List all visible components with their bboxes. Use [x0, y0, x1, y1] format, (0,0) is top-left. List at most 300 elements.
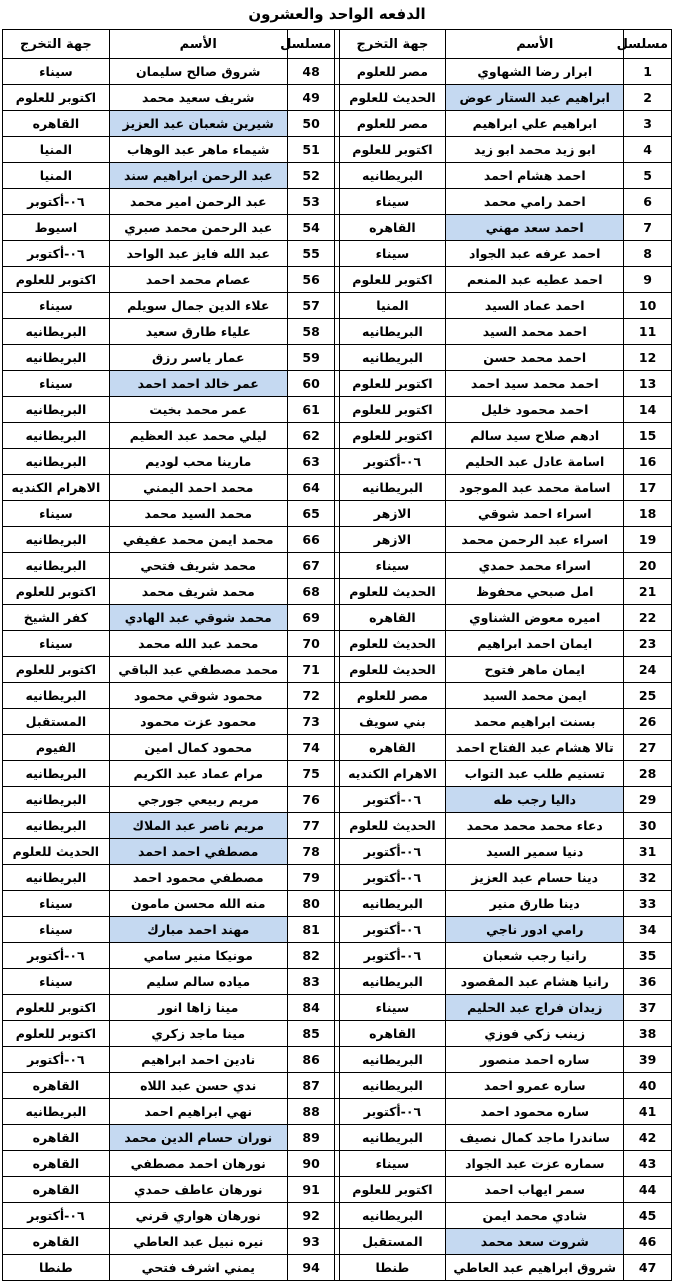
serial-cell: 38	[624, 1021, 672, 1047]
serial-cell: 27	[624, 735, 672, 761]
name-cell: دعاء محمد محمد محمد	[446, 813, 624, 839]
grad-cell: طنطا	[339, 1255, 446, 1281]
name-cell: شروت سعد محمد	[446, 1229, 624, 1255]
grad-cell: اكتوبر للعلوم	[3, 1021, 110, 1047]
grad-cell: سيناء	[3, 631, 110, 657]
grad-cell: اكتوبر للعلوم	[3, 995, 110, 1021]
column-divider	[335, 111, 339, 137]
table-row	[3, 189, 672, 215]
serial-cell: 58	[287, 319, 335, 345]
grad-cell: اكتوبر للعلوم	[3, 579, 110, 605]
column-divider	[335, 1151, 339, 1177]
serial-cell: 56	[287, 267, 335, 293]
grad-cell: الفيوم	[3, 735, 110, 761]
serial-cell: 6	[624, 189, 672, 215]
name-cell: ايمان ماهر فتوح	[446, 657, 624, 683]
table-row	[3, 761, 672, 787]
name-cell: محمد شريف فتحي	[109, 553, 287, 579]
serial-cell: 34	[624, 917, 672, 943]
header-serial: مسلسل	[287, 30, 335, 59]
graduates-table	[2, 29, 672, 1281]
grad-cell: القاهره	[339, 1021, 446, 1047]
grad-cell: سيناء	[3, 891, 110, 917]
grad-cell: ٠٦-أكتوبر	[3, 189, 110, 215]
name-cell: احمد رامي محمد	[446, 189, 624, 215]
serial-cell: 39	[624, 1047, 672, 1073]
name-cell: شيماء ماهر عبد الوهاب	[109, 137, 287, 163]
grad-cell: سيناء	[339, 995, 446, 1021]
table-row	[3, 605, 672, 631]
table-row	[3, 1125, 672, 1151]
name-cell: مصطفي احمد احمد	[109, 839, 287, 865]
serial-cell: 11	[624, 319, 672, 345]
header-grad: جهة التخرج	[3, 30, 110, 59]
serial-cell: 50	[287, 111, 335, 137]
column-divider	[335, 85, 339, 111]
serial-cell: 88	[287, 1099, 335, 1125]
table-row	[3, 917, 672, 943]
column-divider	[335, 943, 339, 969]
serial-cell: 90	[287, 1151, 335, 1177]
table-row	[3, 215, 672, 241]
column-divider	[335, 839, 339, 865]
serial-cell: 21	[624, 579, 672, 605]
grad-cell: اكتوبر للعلوم	[3, 657, 110, 683]
grad-cell: القاهره	[3, 1073, 110, 1099]
column-divider	[335, 163, 339, 189]
name-cell: احمد عطيه عبد المنعم	[446, 267, 624, 293]
grad-cell: البريطانيه	[3, 865, 110, 891]
name-cell: ليلي محمد عبد العظيم	[109, 423, 287, 449]
column-divider	[335, 527, 339, 553]
serial-cell: 20	[624, 553, 672, 579]
name-cell: مصطفي محمود احمد	[109, 865, 287, 891]
serial-cell: 36	[624, 969, 672, 995]
column-divider	[335, 215, 339, 241]
name-cell: محمد مصطفي عبد الباقي	[109, 657, 287, 683]
grad-cell: مصر للعلوم	[339, 111, 446, 137]
name-cell: نوران حسام الدين محمد	[109, 1125, 287, 1151]
serial-cell: 4	[624, 137, 672, 163]
name-cell: ندي حسن عبد اللاه	[109, 1073, 287, 1099]
table-row	[3, 527, 672, 553]
name-cell: ابراهيم علي ابراهيم	[446, 111, 624, 137]
header-name: الأسم	[446, 30, 624, 59]
table-row	[3, 319, 672, 345]
name-cell: محمد شريف محمد	[109, 579, 287, 605]
grad-cell: البريطانيه	[339, 319, 446, 345]
grad-cell: ٠٦-أكتوبر	[339, 865, 446, 891]
name-cell: شروق صالح سليمان	[109, 59, 287, 85]
serial-cell: 84	[287, 995, 335, 1021]
serial-cell: 71	[287, 657, 335, 683]
serial-cell: 74	[287, 735, 335, 761]
name-cell: ادهم صلاح سيد سالم	[446, 423, 624, 449]
serial-cell: 41	[624, 1099, 672, 1125]
name-cell: عمار ياسر رزق	[109, 345, 287, 371]
name-cell: محمد ايمن محمد عفيفي	[109, 527, 287, 553]
name-cell: محمد احمد اليمني	[109, 475, 287, 501]
name-cell: مينا زاها انور	[109, 995, 287, 1021]
grad-cell: القاهره	[339, 215, 446, 241]
grad-cell: الحديث للعلوم	[339, 579, 446, 605]
grad-cell: الاهرام الكنديه	[339, 761, 446, 787]
grad-cell: ٠٦-أكتوبر	[3, 1047, 110, 1073]
grad-cell: الحديث للعلوم	[3, 839, 110, 865]
serial-cell: 18	[624, 501, 672, 527]
name-cell: امل صبحي محفوظ	[446, 579, 624, 605]
grad-cell: ٠٦-أكتوبر	[339, 449, 446, 475]
name-cell: محمد السيد محمد	[109, 501, 287, 527]
name-cell: نورهان احمد مصطفي	[109, 1151, 287, 1177]
name-cell: احمد محمد حسن	[446, 345, 624, 371]
serial-cell: 35	[624, 943, 672, 969]
name-cell: نادين احمد ابراهيم	[109, 1047, 287, 1073]
name-cell: محمد شوقي عبد الهادي	[109, 605, 287, 631]
grad-cell: اكتوبر للعلوم	[339, 1177, 446, 1203]
grad-cell: اسيوط	[3, 215, 110, 241]
name-cell: عبد الرحمن محمد صبري	[109, 215, 287, 241]
column-divider	[335, 371, 339, 397]
name-cell: اسامة محمد عبد الموجود	[446, 475, 624, 501]
name-cell: عمر محمد بخيت	[109, 397, 287, 423]
serial-cell: 46	[624, 1229, 672, 1255]
serial-cell: 68	[287, 579, 335, 605]
serial-cell: 65	[287, 501, 335, 527]
table-row	[3, 891, 672, 917]
serial-cell: 53	[287, 189, 335, 215]
name-cell: احمد هشام احمد	[446, 163, 624, 189]
name-cell: دنيا سمير السيد	[446, 839, 624, 865]
column-divider	[335, 475, 339, 501]
table-row	[3, 657, 672, 683]
serial-cell: 10	[624, 293, 672, 319]
table-row	[3, 969, 672, 995]
column-divider	[335, 995, 339, 1021]
grad-cell: ٠٦-أكتوبر	[339, 839, 446, 865]
grad-cell: البريطانيه	[3, 449, 110, 475]
name-cell: شادي محمد ايمن	[446, 1203, 624, 1229]
grad-cell: البريطانيه	[3, 527, 110, 553]
serial-cell: 40	[624, 1073, 672, 1099]
name-cell: علياء طارق سعيد	[109, 319, 287, 345]
name-cell: اسامة عادل عبد الحليم	[446, 449, 624, 475]
name-cell: منه الله محسن مامون	[109, 891, 287, 917]
column-divider	[335, 787, 339, 813]
name-cell: ساره احمد منصور	[446, 1047, 624, 1073]
column-divider	[335, 1125, 339, 1151]
serial-cell: 89	[287, 1125, 335, 1151]
grad-cell: المستقبل	[3, 709, 110, 735]
page-title: الدفعه الواحد والعشرون	[248, 5, 426, 23]
table-row	[3, 1099, 672, 1125]
serial-cell: 61	[287, 397, 335, 423]
column-divider	[335, 1099, 339, 1125]
grad-cell: سيناء	[3, 59, 110, 85]
serial-cell: 24	[624, 657, 672, 683]
column-divider	[335, 1073, 339, 1099]
serial-cell: 70	[287, 631, 335, 657]
table-row	[3, 163, 672, 189]
name-cell: نهي ابراهيم احمد	[109, 1099, 287, 1125]
serial-cell: 33	[624, 891, 672, 917]
grad-cell: الازهر	[339, 501, 446, 527]
column-divider	[335, 917, 339, 943]
serial-cell: 37	[624, 995, 672, 1021]
table-row	[3, 449, 672, 475]
serial-cell: 32	[624, 865, 672, 891]
grad-cell: البريطانيه	[3, 1099, 110, 1125]
table-row	[3, 787, 672, 813]
table-row	[3, 475, 672, 501]
grad-cell: البريطانيه	[339, 475, 446, 501]
name-cell: عصام محمد احمد	[109, 267, 287, 293]
serial-cell: 9	[624, 267, 672, 293]
grad-cell: المنيا	[3, 137, 110, 163]
serial-cell: 51	[287, 137, 335, 163]
grad-cell: طنطا	[3, 1255, 110, 1281]
table-row	[3, 1177, 672, 1203]
name-cell: رانيا رجب شعبان	[446, 943, 624, 969]
serial-cell: 72	[287, 683, 335, 709]
name-cell: مياده سالم سليم	[109, 969, 287, 995]
grad-cell: البريطانيه	[3, 423, 110, 449]
column-divider	[335, 241, 339, 267]
serial-cell: 49	[287, 85, 335, 111]
serial-cell: 63	[287, 449, 335, 475]
serial-cell: 81	[287, 917, 335, 943]
grad-cell: القاهره	[3, 111, 110, 137]
column-divider	[335, 969, 339, 995]
serial-cell: 78	[287, 839, 335, 865]
grad-cell: البريطانيه	[3, 553, 110, 579]
column-divider	[335, 30, 339, 59]
name-cell: احمد محمود خليل	[446, 397, 624, 423]
name-cell: نورهان هواري قرني	[109, 1203, 287, 1229]
serial-cell: 77	[287, 813, 335, 839]
name-cell: شريف سعيد محمد	[109, 85, 287, 111]
serial-cell: 31	[624, 839, 672, 865]
name-cell: مينا ماجد زكري	[109, 1021, 287, 1047]
serial-cell: 12	[624, 345, 672, 371]
grad-cell: مصر للعلوم	[339, 683, 446, 709]
serial-cell: 2	[624, 85, 672, 111]
name-cell: مارينا محب لوديم	[109, 449, 287, 475]
column-divider	[335, 501, 339, 527]
name-cell: احمد محمد السيد	[446, 319, 624, 345]
table-row	[3, 1255, 672, 1281]
serial-cell: 60	[287, 371, 335, 397]
grad-cell: البريطانيه	[339, 969, 446, 995]
grad-cell: ٠٦-أكتوبر	[339, 943, 446, 969]
name-cell: ابو زيد محمد ابو زيد	[446, 137, 624, 163]
name-cell: اسراء عبد الرحمن محمد	[446, 527, 624, 553]
table-row	[3, 1021, 672, 1047]
table-row	[3, 267, 672, 293]
name-cell: محمود عزت محمود	[109, 709, 287, 735]
column-divider	[335, 709, 339, 735]
name-cell: مريم ناصر عبد الملاك	[109, 813, 287, 839]
name-cell: بسنت ابراهيم محمد	[446, 709, 624, 735]
name-cell: علاء الدين جمال سويلم	[109, 293, 287, 319]
name-cell: تسنيم طلب عبد التواب	[446, 761, 624, 787]
grad-cell: بني سويف	[339, 709, 446, 735]
name-cell: عبد الرحمن امير محمد	[109, 189, 287, 215]
serial-cell: 22	[624, 605, 672, 631]
serial-cell: 64	[287, 475, 335, 501]
serial-cell: 29	[624, 787, 672, 813]
grad-cell: القاهره	[3, 1177, 110, 1203]
name-cell: محمد عبد الله محمد	[109, 631, 287, 657]
serial-cell: 83	[287, 969, 335, 995]
grad-cell: البريطانيه	[339, 1125, 446, 1151]
serial-cell: 13	[624, 371, 672, 397]
serial-cell: 87	[287, 1073, 335, 1099]
column-divider	[335, 397, 339, 423]
grad-cell: مصر للعلوم	[339, 59, 446, 85]
serial-cell: 15	[624, 423, 672, 449]
grad-cell: البريطانيه	[3, 813, 110, 839]
header-row	[3, 30, 672, 59]
table-row	[3, 1047, 672, 1073]
name-cell: سماره عزت عبد الجواد	[446, 1151, 624, 1177]
serial-cell: 25	[624, 683, 672, 709]
serial-cell: 47	[624, 1255, 672, 1281]
grad-cell: اكتوبر للعلوم	[339, 397, 446, 423]
name-cell: نورهان عاطف حمدي	[109, 1177, 287, 1203]
table-row	[3, 839, 672, 865]
grad-cell: ٠٦-أكتوبر	[339, 787, 446, 813]
table-row	[3, 371, 672, 397]
grad-cell: اكتوبر للعلوم	[339, 137, 446, 163]
serial-cell: 43	[624, 1151, 672, 1177]
name-cell: احمد محمد سيد احمد	[446, 371, 624, 397]
column-divider	[335, 657, 339, 683]
column-divider	[335, 683, 339, 709]
table-row	[3, 631, 672, 657]
grad-cell: البريطانيه	[3, 319, 110, 345]
serial-cell: 75	[287, 761, 335, 787]
name-cell: تالا هشام عبد الفتاح احمد	[446, 735, 624, 761]
name-cell: مهند احمد مبارك	[109, 917, 287, 943]
column-divider	[335, 605, 339, 631]
name-cell: شروق ابراهيم عبد العاطي	[446, 1255, 624, 1281]
grad-cell: سيناء	[339, 189, 446, 215]
grad-cell: القاهره	[339, 605, 446, 631]
serial-cell: 17	[624, 475, 672, 501]
serial-cell: 93	[287, 1229, 335, 1255]
grad-cell: ٠٦-أكتوبر	[3, 1203, 110, 1229]
table-row	[3, 579, 672, 605]
column-divider	[335, 1021, 339, 1047]
serial-cell: 48	[287, 59, 335, 85]
grad-cell: البريطانيه	[339, 891, 446, 917]
serial-cell: 62	[287, 423, 335, 449]
grad-cell: سيناء	[3, 969, 110, 995]
serial-cell: 69	[287, 605, 335, 631]
name-cell: محمود كمال امين	[109, 735, 287, 761]
grad-cell: سيناء	[3, 501, 110, 527]
grad-cell: البريطانيه	[339, 1073, 446, 1099]
name-cell: مونيكا منير سامي	[109, 943, 287, 969]
table-row	[3, 111, 672, 137]
name-cell: اميره معوض الشناوي	[446, 605, 624, 631]
column-divider	[335, 1047, 339, 1073]
serial-cell: 67	[287, 553, 335, 579]
name-cell: ساره عمرو احمد	[446, 1073, 624, 1099]
grad-cell: اكتوبر للعلوم	[3, 267, 110, 293]
grad-cell: البريطانيه	[3, 345, 110, 371]
serial-cell: 52	[287, 163, 335, 189]
table-row	[3, 1203, 672, 1229]
serial-cell: 8	[624, 241, 672, 267]
column-divider	[335, 1255, 339, 1281]
name-cell: داليا رجب طه	[446, 787, 624, 813]
table-row	[3, 1073, 672, 1099]
table-row	[3, 995, 672, 1021]
grad-cell: الحديث للعلوم	[339, 85, 446, 111]
serial-cell: 1	[624, 59, 672, 85]
name-cell: اسراء احمد شوقي	[446, 501, 624, 527]
name-cell: ساندرا ماجد كمال نصيف	[446, 1125, 624, 1151]
serial-cell: 16	[624, 449, 672, 475]
grad-cell: البريطانيه	[3, 683, 110, 709]
grad-cell: القاهره	[3, 1125, 110, 1151]
name-cell: شيرين شعبان عبد العزيز	[109, 111, 287, 137]
grad-cell: القاهره	[3, 1229, 110, 1255]
name-cell: عبد الله فايز عبد الواحد	[109, 241, 287, 267]
column-divider	[335, 423, 339, 449]
column-divider	[335, 631, 339, 657]
grad-cell: سيناء	[3, 293, 110, 319]
name-cell: عمر خالد احمد احمد	[109, 371, 287, 397]
grad-cell: سيناء	[3, 917, 110, 943]
serial-cell: 57	[287, 293, 335, 319]
table-row	[3, 1229, 672, 1255]
name-cell: احمد عرفه عبد الجواد	[446, 241, 624, 267]
grad-cell: ٠٦-أكتوبر	[3, 943, 110, 969]
grad-cell: اكتوبر للعلوم	[3, 85, 110, 111]
column-divider	[335, 59, 339, 85]
column-divider	[335, 449, 339, 475]
serial-cell: 42	[624, 1125, 672, 1151]
table-row	[3, 1151, 672, 1177]
table-row	[3, 293, 672, 319]
name-cell: مريم ربيعي جورجي	[109, 787, 287, 813]
name-cell: احمد سعد مهني	[446, 215, 624, 241]
name-cell: رامي ادور ناجي	[446, 917, 624, 943]
table-row	[3, 241, 672, 267]
column-divider	[335, 137, 339, 163]
name-cell: احمد عماد السيد	[446, 293, 624, 319]
name-cell: ابرار رضا الشهاوي	[446, 59, 624, 85]
table-row	[3, 137, 672, 163]
name-cell: سمر ايهاب احمد	[446, 1177, 624, 1203]
serial-cell: 66	[287, 527, 335, 553]
grad-cell: المستقبل	[339, 1229, 446, 1255]
column-divider	[335, 579, 339, 605]
table-row	[3, 865, 672, 891]
name-cell: ابراهيم عبد الستار عوض	[446, 85, 624, 111]
grad-cell: البريطانيه	[339, 1047, 446, 1073]
table-row	[3, 85, 672, 111]
name-cell: يمني اشرف فتحي	[109, 1255, 287, 1281]
table-row	[3, 501, 672, 527]
serial-cell: 23	[624, 631, 672, 657]
grad-cell: اكتوبر للعلوم	[339, 371, 446, 397]
grad-cell: سيناء	[339, 1151, 446, 1177]
serial-cell: 28	[624, 761, 672, 787]
